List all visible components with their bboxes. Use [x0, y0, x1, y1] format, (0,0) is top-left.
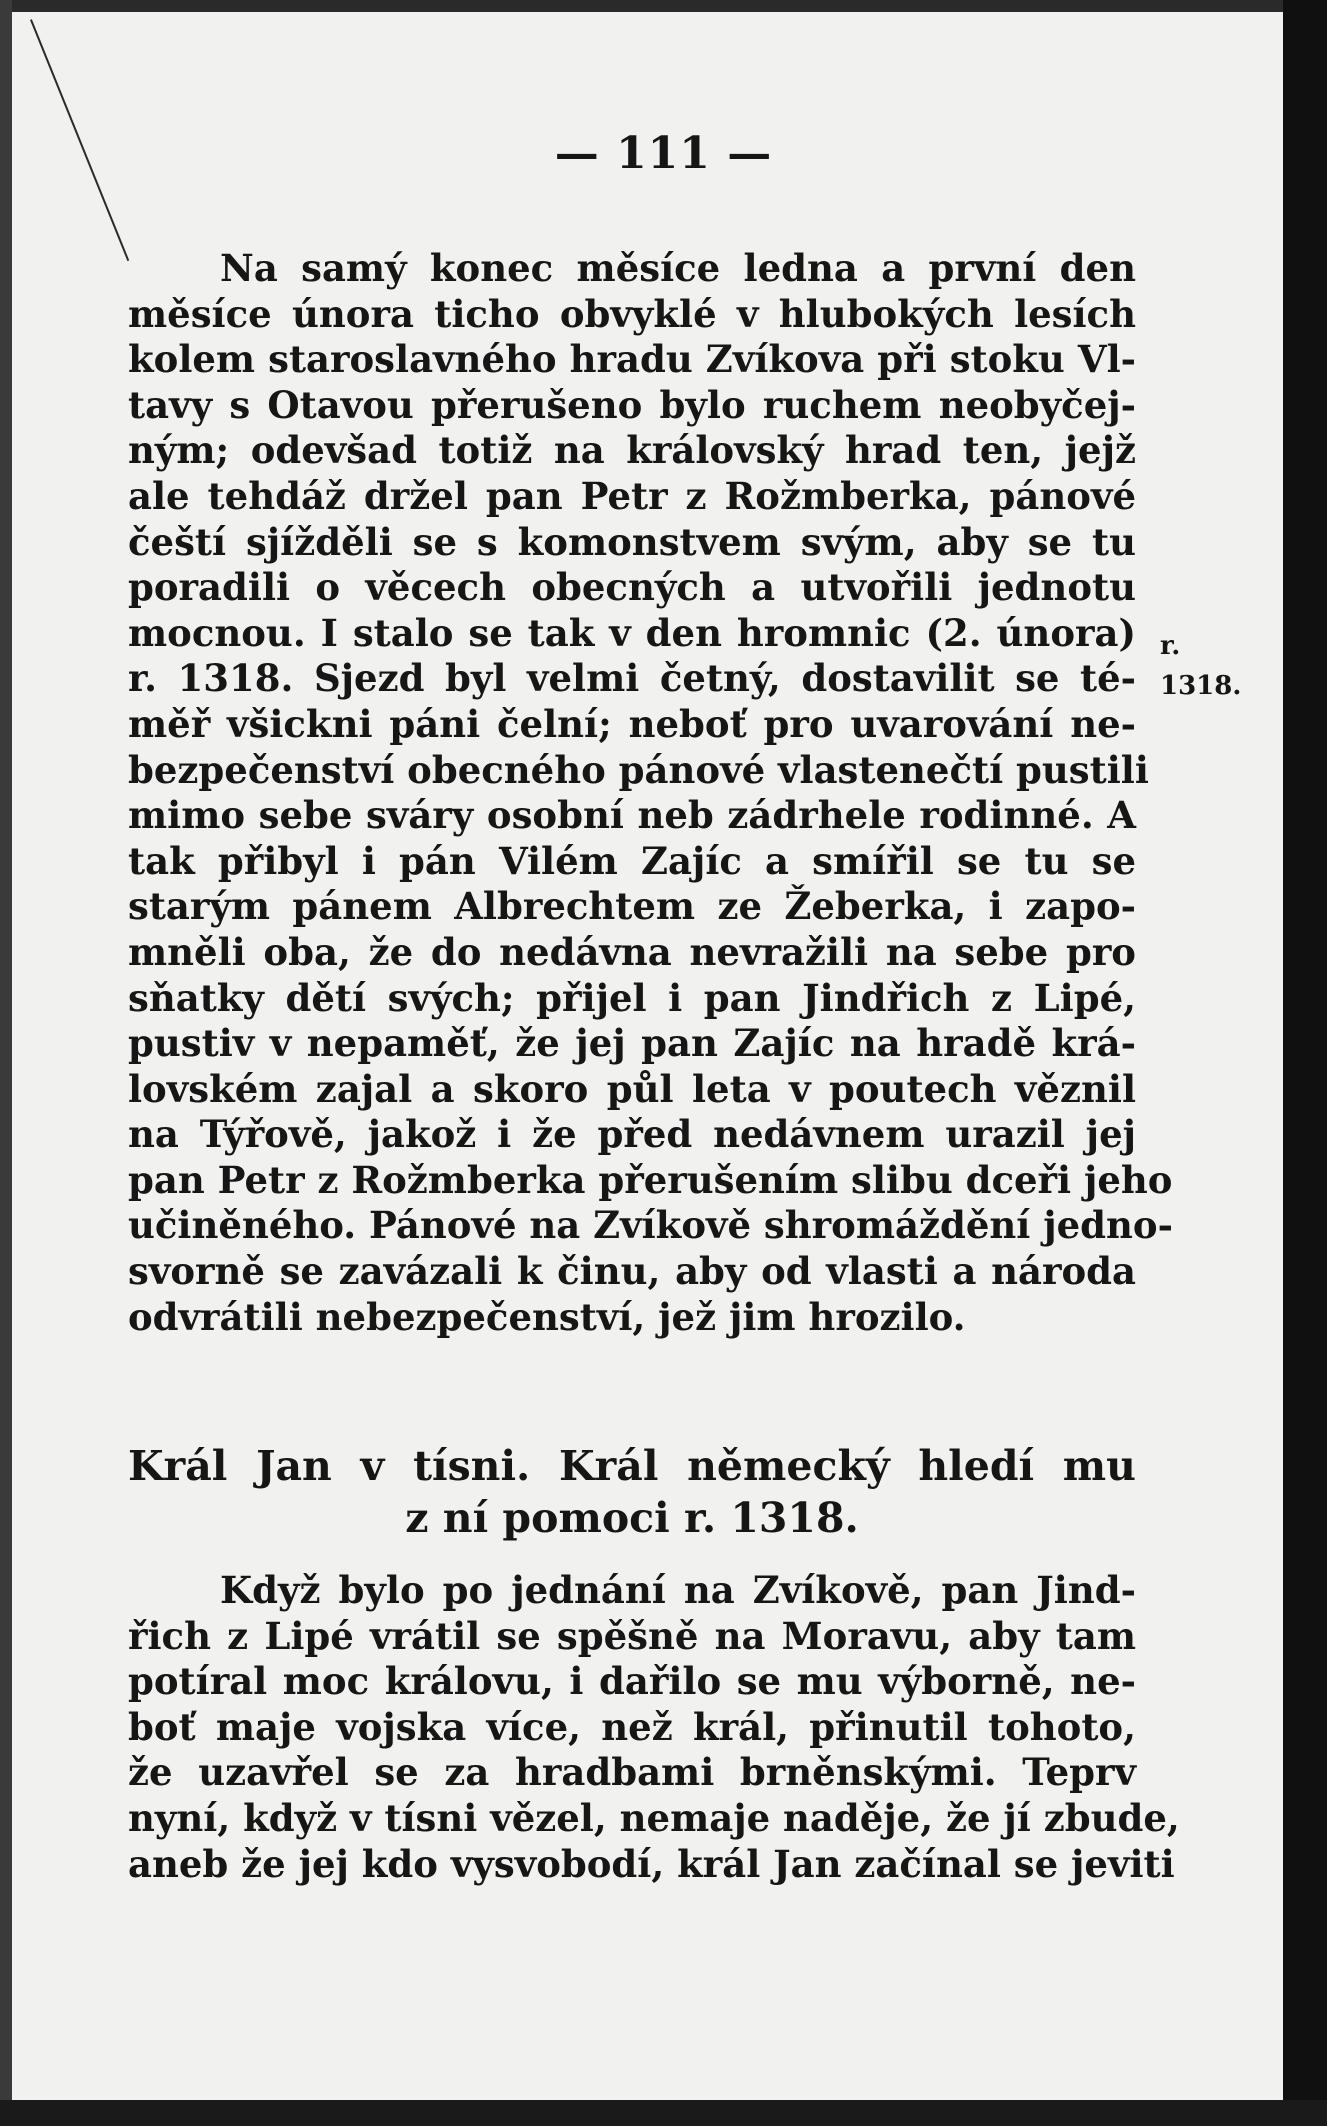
text-line: nyní, když v tísni vězel, nemaje naděje, že jí zbude,	[128, 1795, 1180, 1840]
text-line: řich z Lipé vrátil se spěšně na Moravu, aby tam	[128, 1613, 1136, 1658]
text-line: tak přibyl i pán Vilém Zajíc a smířil se tu se	[128, 838, 1136, 883]
text-line: lovském zajal a skoro půl leta v poutech věznil	[128, 1066, 1136, 1111]
text-line: měsíce února ticho obvyklé v hlubokých lesích	[128, 291, 1136, 336]
section-heading	[128, 1440, 1136, 1544]
text-line: že uzavřel se za hradbami brněnskými. Teprv	[128, 1750, 1136, 1795]
text-line: mněli oba, že do nedávna nevražili na sebe pro	[128, 929, 1136, 974]
text-line: mimo sebe sváry osobní neb zádrhele rodinné. A	[128, 793, 1136, 838]
text-line: pustiv v nepaměť, že jej pan Zajíc na hradě krá-	[128, 1021, 1136, 1066]
heading-line: Král Jan v tísni. Král německý hledí mu	[128, 1442, 1136, 1490]
text-line: boť maje vojska více, než král, přinutil tohoto,	[128, 1704, 1136, 1749]
text-line: učiněného. Pánové na Zvíkově shromáždění jedno-	[128, 1203, 1173, 1248]
scan-edge-right	[1283, 0, 1327, 2126]
text-line: Na samý konec měsíce ledna a první den	[220, 246, 1136, 290]
text-line: tavy s Otavou přerušeno bylo ruchem neobyčej-	[128, 382, 1136, 427]
scan-edge-bottom	[0, 2100, 1327, 2126]
text-line: svorně se zavázali k činu, aby od vlasti a národa	[128, 1249, 1136, 1294]
text-line: čeští sjížděli se s komonstvem svým, aby se tu	[128, 519, 1136, 564]
text-line: ale tehdáž držel pan Petr z Rožmberka, pánové	[128, 473, 1136, 518]
margin-note-line: 1318.	[1160, 671, 1242, 701]
text-line: r. 1318. Sjezd byl velmi četný, dostavilit se té-	[128, 656, 1136, 701]
text-line: mocnou. I stalo se tak v den hromnic (2. února)	[128, 610, 1136, 655]
margin-note-line: r.	[1160, 631, 1181, 661]
text-line: Když bylo po jednání na Zvíkově, pan Jind-	[220, 1568, 1136, 1612]
paragraph-2	[128, 1568, 1180, 1887]
text-line: bezpečenství obecného pánové vlastenečtí pustili	[128, 747, 1149, 792]
text-line: odvrátili nebezpečenství, jež jim hrozilo.	[128, 1294, 966, 1339]
text-line: kolem staroslavného hradu Zvíkova při stoku Vl-	[128, 337, 1136, 382]
text-line: sňatky dětí svých; přijel i pan Jindřich z Lipé,	[128, 975, 1136, 1020]
scan-edge-left	[0, 0, 12, 2126]
page-number: — 111 —	[554, 128, 773, 179]
text-line: měř všickni páni čelní; neboť pro uvarování ne-	[128, 701, 1136, 746]
paragraph-1	[128, 246, 1173, 1340]
text-line: starým pánem Albrechtem ze Žeberka, i zapo-	[128, 884, 1136, 929]
heading-line: z ní pomoci r. 1318.	[405, 1494, 859, 1542]
text-line: aneb že jej kdo vysvobodí, král Jan začínal se jeviti	[128, 1841, 1175, 1886]
margin-note-year	[1160, 626, 1242, 706]
text-line: potíral moc královu, i dařilo se mu výborně, ne-	[128, 1659, 1136, 1704]
scan-edge-top	[0, 0, 1327, 12]
text-line: ným; odevšad totiž na královský hrad ten, jejž	[128, 428, 1136, 473]
text-line: pan Petr z Rožmberka přerušením slibu dceři jeho	[128, 1157, 1173, 1202]
text-line: poradili o věcech obecných a utvořili jednotu	[128, 565, 1136, 610]
text-line: na Týřově, jakož i že před nedávnem urazil jej	[128, 1112, 1136, 1157]
